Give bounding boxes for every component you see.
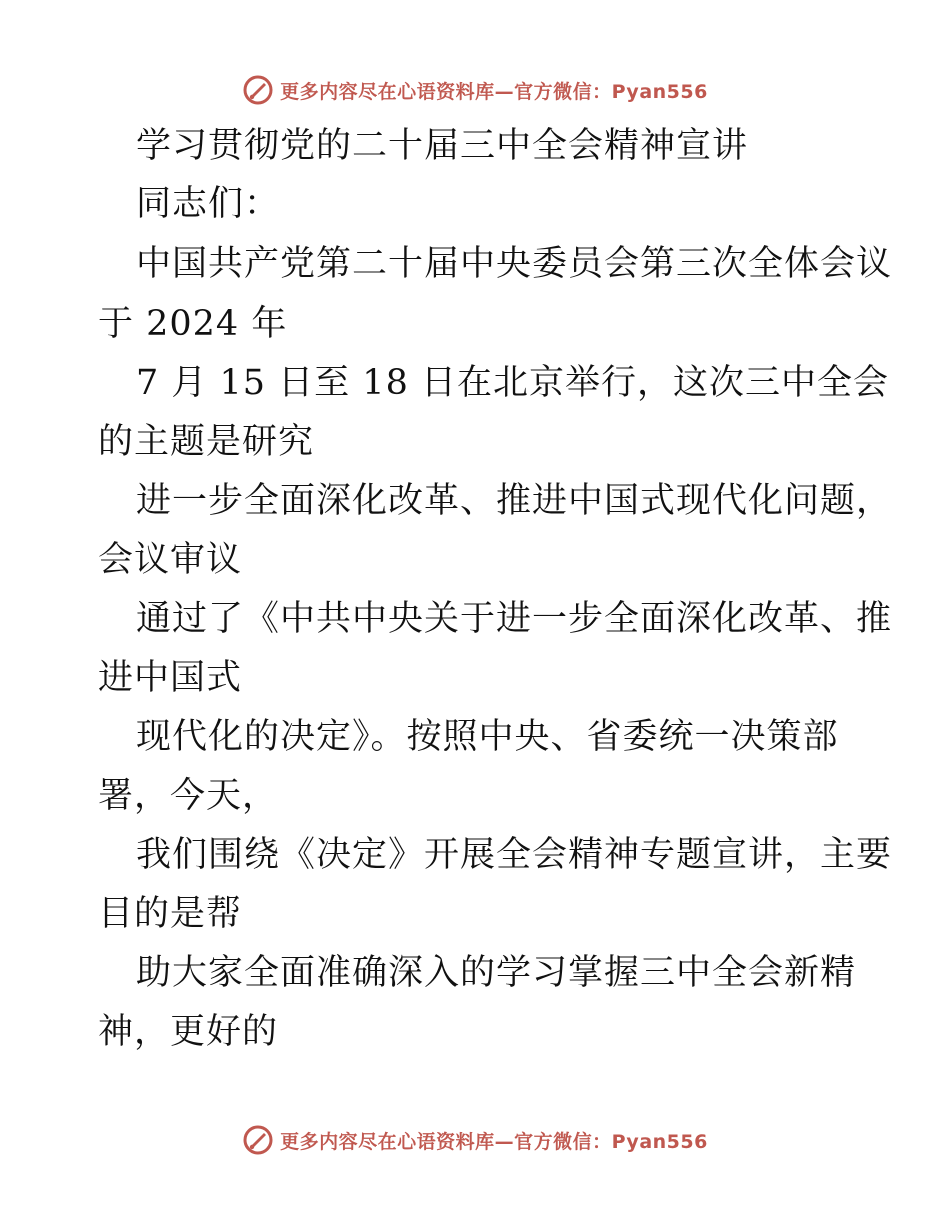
watermark-text-top: 更多内容尽在心语资料库—官方微信：Pyan556 [280,80,708,103]
quill-logo-icon [242,74,274,106]
paragraph-line: 我们围绕《决定》开展全会精神专题宣讲，主要 [136,835,893,875]
salutation: 同志们： [136,184,281,224]
watermark-text-bottom: 更多内容尽在心语资料库—官方微信：Pyan556 [280,1130,708,1153]
paragraph-line: 神，更好的 [98,1012,279,1052]
paragraph-line: 助大家全面准确深入的学习掌握三中全会新精 [136,953,857,993]
paragraph-line: 中国共产党第二十届中央委员会第三次全体会议 [136,244,893,284]
paragraph-line: 目的是帮 [98,894,243,934]
document-title: 学习贯彻党的二十届三中全会精神宣讲 [136,126,749,166]
paragraph-line: 现代化的决定》。按照中央、省委统一决策部 [136,717,839,757]
quill-logo-icon [242,1124,274,1156]
paragraph-line: 署，今天， [98,776,279,816]
paragraph-line: 通过了《中共中央关于进一步全面深化改革、推 [136,599,893,639]
paragraph-line: 进一步全面深化改革、推进中国式现代化问题， [136,481,893,521]
paragraph-line: 进中国式 [98,658,243,698]
paragraph-line: 于 2024 年 [98,304,288,344]
paragraph-line: 会议审议 [98,540,243,580]
paragraph-line: 的主题是研究 [98,422,315,462]
watermark-banner-bottom [0,1120,950,1160]
watermark-banner-top [0,70,950,110]
paragraph-line: 7 月 15 日至 18 日在北京举行，这次三中全会 [136,363,889,403]
